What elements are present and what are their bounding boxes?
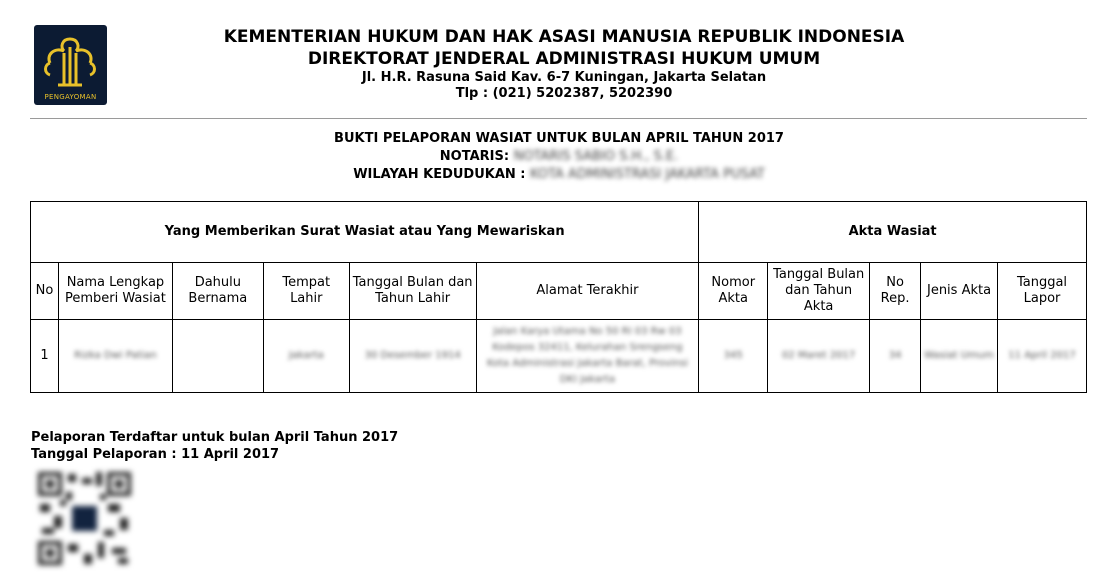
ministry-logo — [34, 25, 107, 105]
table-cell: 02 Maret 2017 — [768, 320, 870, 393]
table-cell: Wasiat Umum — [921, 320, 998, 393]
column-header: Tanggal Bulan dan Tahun Akta — [768, 263, 870, 320]
table-cell: 345 — [699, 320, 768, 393]
column-header: Dahulu Bernama — [172, 263, 263, 320]
address: Jl. H.R. Rasuna Said Kav. 6-7 Kuningan, Jakarta Selatan — [361, 70, 767, 85]
notaris-value: NOTARIS SABIO S.H., S.E. — [513, 149, 679, 164]
qr-code — [36, 470, 133, 567]
ministry-name: KEMENTERIAN HUKUM DAN HAK ASASI MANUSIA REPUBLIK INDONESIA — [223, 27, 905, 47]
registered-note: Pelaporan Terdaftar untuk bulan April Tahun 2017 — [31, 430, 399, 445]
column-header: Nomor Akta — [699, 263, 768, 320]
group-header-pemberi: Yang Memberikan Surat Wasiat atau Yang Mewariskan — [31, 202, 699, 263]
table-cell: 34 — [870, 320, 921, 393]
logo-caption: PENGAYOMAN — [44, 93, 97, 101]
column-header: Tempat Lahir — [263, 263, 349, 320]
group-header-akta: Akta Wasiat — [699, 202, 1087, 263]
wilayah-value: KOTA ADMINISTRASI JAKARTA PUSAT — [530, 167, 765, 182]
column-header: Tanggal Lapor — [997, 263, 1086, 320]
table-cell: 11 April 2017 — [997, 320, 1086, 393]
column-header: No — [31, 263, 59, 320]
column-header: Nama Lengkap Pemberi Wasiat — [58, 263, 172, 320]
column-header: Jenis Akta — [921, 263, 998, 320]
table-cell — [172, 320, 263, 393]
table-row — [31, 320, 1087, 393]
pengayoman-emblem-icon — [34, 25, 107, 93]
wasiat-table — [30, 201, 1087, 393]
column-header: Alamat Terakhir — [476, 263, 699, 320]
directorate-name: DIREKTORAT JENDERAL ADMINISTRASI HUKUM UMUM — [307, 49, 821, 69]
table-cell: Jalan Karya Utama No 50 RI 03 Rw 03 Kodepos 32411, Kelurahan Srengseng Kota Administrasi Jakarta Barat, Provinsi DKI Jakarta — [476, 320, 699, 393]
header-divider — [30, 118, 1087, 119]
table-cell: 1 — [31, 320, 59, 393]
wilayah-line — [200, 167, 918, 182]
table-cell: Rizka Dwi Patian — [58, 320, 172, 393]
qr-center-logo-icon — [72, 506, 97, 531]
phone: Tlp : (021) 5202387, 5202390 — [455, 86, 673, 101]
notaris-line — [200, 149, 918, 164]
table-cell: 30 Desember 1914 — [349, 320, 476, 393]
wilayah-label: WILAYAH KEDUDUKAN : — [353, 167, 526, 182]
table-cell: Jakarta — [263, 320, 349, 393]
notaris-label: NOTARIS: — [439, 149, 510, 164]
report-date: Tanggal Pelaporan : 11 April 2017 — [31, 447, 280, 462]
column-header: Tanggal Bulan dan Tahun Lahir — [349, 263, 476, 320]
report-title: BUKTI PELAPORAN WASIAT UNTUK BULAN APRIL TAHUN 2017 — [334, 131, 784, 146]
column-header: No Rep. — [870, 263, 921, 320]
